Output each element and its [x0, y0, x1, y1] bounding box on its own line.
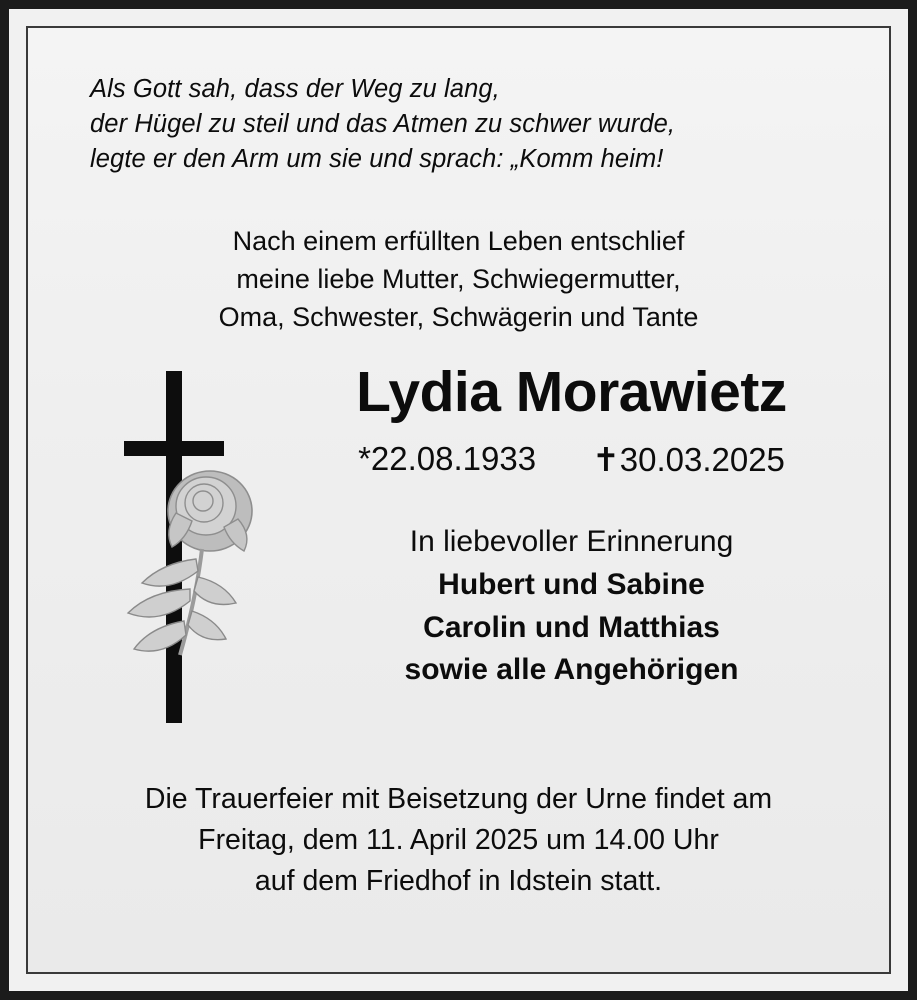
memory-block — [298, 521, 845, 691]
inner-border-frame — [26, 26, 891, 974]
intro-line-1: Nach einem erfüllten Leben entschlief — [232, 225, 685, 256]
intro-line-3: Oma, Schwester, Schwägerin und Tante — [218, 302, 699, 333]
mourner-line-3: sowie alle Angehörigen — [404, 653, 739, 687]
deceased-name: Lydia Morawietz — [356, 359, 787, 424]
cross-with-rose-icon — [98, 363, 298, 743]
funeral-line-2: Freitag, dem 11. April 2025 um 14.00 Uhr — [198, 823, 719, 856]
name-and-emblem-row — [62, 359, 855, 743]
birth-date: *22.08.1933 — [358, 440, 537, 478]
mourner-line-1: Hubert und Sabine — [438, 567, 705, 601]
notice-content — [28, 28, 889, 972]
intro-line-2: meine liebe Mutter, Schwiegermutter, — [236, 263, 681, 294]
verse-block — [90, 72, 855, 178]
mourner-line-2: Carolin und Matthias — [423, 610, 720, 644]
funeral-details — [62, 779, 855, 903]
name-block — [298, 359, 855, 692]
verse-line-3: legte er den Arm um sie und sprach: „Komm heim! — [90, 145, 664, 174]
life-dates — [298, 440, 845, 479]
death-date: ✝30.03.2025 — [592, 441, 785, 479]
intro-block — [62, 222, 855, 337]
funeral-line-3: auf dem Friedhof in Idstein statt. — [254, 865, 663, 898]
verse-line-1: Als Gott sah, dass der Weg zu lang, — [90, 75, 500, 103]
funeral-line-1: Die Trauerfeier mit Beisetzung der Urne findet am — [144, 782, 773, 815]
memory-lead: In liebevoller Erinnerung — [409, 525, 734, 559]
verse-line-2: der Hügel zu steil und das Atmen zu schwer wurde, — [90, 110, 676, 139]
